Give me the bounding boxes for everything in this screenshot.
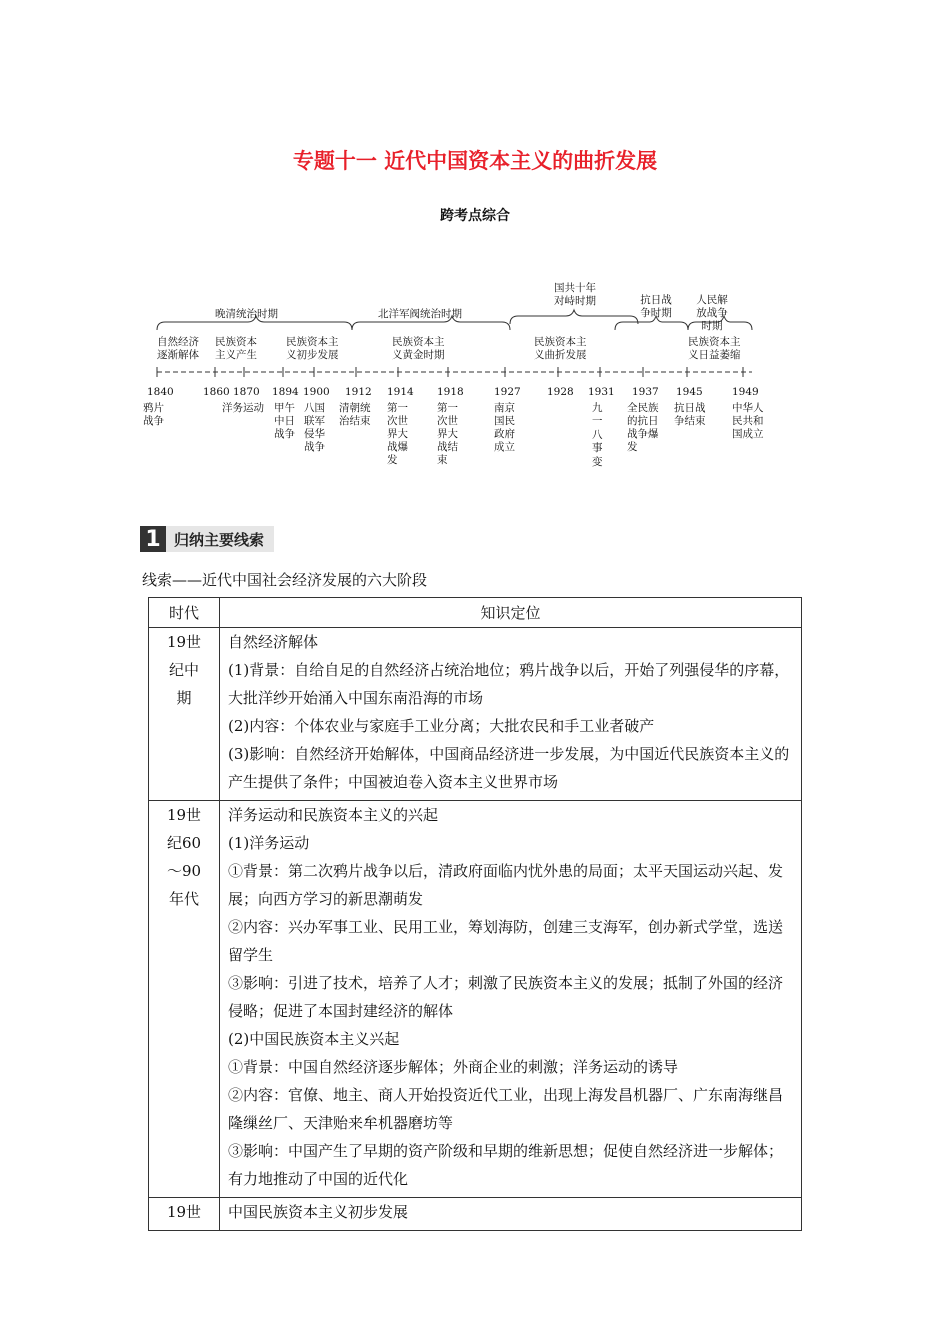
stage-shrinking: 民族资本主义日益萎缩 [688,336,741,361]
era-cell: 19世纪中期 [149,628,220,801]
stage-initial-development: 民族资本主义初步发展 [286,336,339,361]
event-label: 第一次世界大战爆发 [387,402,408,466]
era-cell: 19世 [149,1198,220,1231]
event-label: 全民族的抗日战争爆发 [627,402,659,453]
year-label: 1928 [547,386,574,398]
era-cell: 19世纪60～90年代 [149,801,220,1198]
period-shinian: 国共十年对峙时期 [554,282,596,307]
table-row [149,1198,802,1231]
event-label: 中华人民共和国成立 [732,402,764,440]
stage-golden-age: 民族资本主义黄金时期 [392,336,445,361]
year-label: 1945 [676,386,703,398]
year-label: 1870 [233,386,260,398]
section-header [140,526,274,552]
year-label: 1949 [732,386,759,398]
table-row [149,628,802,801]
column-header-era: 时代 [149,598,220,628]
year-label: 1912 [345,386,372,398]
year-label: 1918 [437,386,464,398]
page-title: 专题十一 近代中国资本主义的曲折发展 [292,149,658,173]
table-caption: 线索——近代中国社会经济发展的六大阶段 [142,571,428,589]
period-jiefang: 人民解放战争时期 [696,294,728,332]
event-label: 九一八事变 [592,402,603,468]
table-header-row [149,598,802,628]
year-label: 1927 [494,386,521,398]
content-cell: 洋务运动和民族资本主义的兴起 (1)洋务运动 ①背景：第二次鸦片战争以后，清政府面临内忧外患的局面；太平天国运动兴起、发展；向西方学习的新思潮萌发 ②内容：兴办军事工业、民用工业，筹划海防，创建三支海军，创办新式学堂，选送留学生 ③影响：引进了技术，培养了人才；刺激了民族资本主义的发展；抵制了外国的经济侵略；促进了本国封建经济的解体 (2)中国民族资本主义兴起 ①背景：中国自然经济逐步解体；外商企业的刺激；洋务运动的诱导 ②内容：官僚、地主、商人开始投资近代工业，出现上海发昌机器厂、广东南海继昌隆缫丝厂、天津贻来牟机器磨坊等 ③影响：中国产生了早期的资产阶级和早期的维新思想；促使自然经济进一步解体；有力地推动了中国的近代化 [220,801,802,1198]
event-label: 洋务运动 [222,402,264,414]
event-label: 八国联军侵华战争 [304,402,325,453]
year-label: 1840 [147,386,174,398]
year-label: 1931 [588,386,615,398]
event-label: 清朝统治结束 [339,402,371,427]
event-label: 甲午中日战争 [274,402,295,440]
content-cell: 中国民族资本主义初步发展 [220,1198,802,1231]
event-label: 第一次世界大战结束 [437,402,458,466]
stage-twists: 民族资本主义曲折发展 [534,336,587,361]
event-label: 鸦片战争 [143,402,164,427]
year-label: 1894 [272,386,299,398]
knowledge-table [148,597,802,1231]
brace-shinian [510,310,638,324]
year-label: 1860 [203,386,230,398]
column-header-knowledge: 知识定位 [220,598,802,628]
stage-emergence: 民族资本主义产生 [215,336,257,361]
year-label: 1937 [632,386,659,398]
event-label: 南京国民政府成立 [494,402,515,453]
content-cell: 自然经济解体 (1)背景：自给自足的自然经济占统治地位；鸦片战争以后，开始了列强侵华的序幕，大批洋纱开始涌入中国东南沿海的市场 (2)内容：个体农业与家庭手工业分离；大批农民和手工业者破产 (3)影响：自然经济开始解体，中国商品经济进一步发展，为中国近代民族资本主义的产生提供了条件；中国被迫卷入资本主义世界市场 [220,628,802,801]
year-label: 1914 [387,386,414,398]
year-label: 1900 [303,386,330,398]
timeline-diagram [130,278,780,488]
page-subtitle: 跨考点综合 [440,208,510,224]
stage-natural-economy: 自然经济逐渐解体 [157,336,199,361]
section-label: 归纳主要线索 [166,526,274,552]
table-row [149,801,802,1198]
section-number: 1 [140,526,166,552]
event-label: 抗日战争结束 [674,402,706,427]
period-late-qing: 晚清统治时期 [215,308,278,320]
period-beiyang: 北洋军阀统治时期 [378,308,462,320]
period-kangri: 抗日战争时期 [640,294,672,319]
